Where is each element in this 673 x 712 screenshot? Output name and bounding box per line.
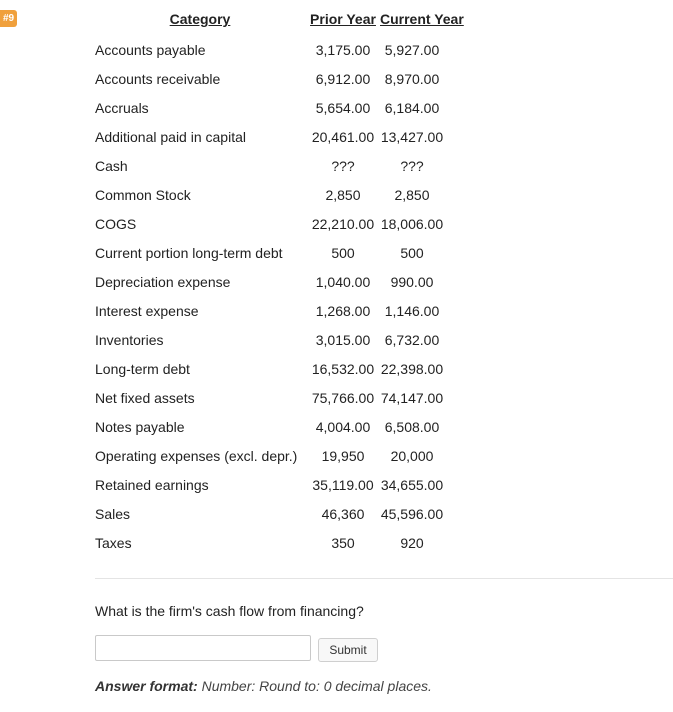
row-prior-year-value: 16,532.00 bbox=[311, 360, 375, 377]
row-current-year-value: 34,655.00 bbox=[380, 476, 444, 493]
row-prior-year-value: 19,950 bbox=[321, 447, 365, 464]
table-row bbox=[92, 470, 472, 499]
row-prior-year-value: 3,175.00 bbox=[315, 41, 371, 58]
row-current-year-value: 18,006.00 bbox=[380, 215, 444, 232]
table-row bbox=[92, 325, 472, 354]
row-current-year-value: 74,147.00 bbox=[380, 389, 444, 406]
row-current-year-value: 2,850 bbox=[394, 186, 430, 203]
table-header-row bbox=[92, 6, 472, 35]
answer-format-text: Number: Round to: 0 decimal places. bbox=[201, 678, 432, 694]
row-prior-year-value: 350 bbox=[331, 534, 355, 551]
row-category: Notes payable bbox=[95, 418, 185, 435]
row-current-year-cell bbox=[378, 209, 472, 238]
row-prior-year-value: 2,850 bbox=[325, 186, 361, 203]
table-row bbox=[92, 267, 472, 296]
row-current-year-cell bbox=[378, 325, 472, 354]
row-current-year-cell bbox=[378, 35, 472, 64]
row-category: Net fixed assets bbox=[95, 389, 195, 406]
answer-format-label: Answer format: bbox=[95, 678, 198, 694]
row-current-year-cell bbox=[378, 383, 472, 412]
row-category: Inventories bbox=[95, 331, 164, 348]
row-prior-year-value: 20,461.00 bbox=[311, 128, 375, 145]
row-prior-year-value: 46,360 bbox=[321, 505, 365, 522]
row-prior-year-value: 500 bbox=[331, 244, 355, 261]
row-category: Additional paid in capital bbox=[95, 128, 246, 145]
row-prior-year-value: 6,912.00 bbox=[315, 70, 371, 87]
row-current-year-cell bbox=[378, 267, 472, 296]
row-current-year-value: 6,184.00 bbox=[384, 99, 440, 116]
row-category: Common Stock bbox=[95, 186, 191, 203]
row-current-year-cell bbox=[378, 64, 472, 93]
table-row bbox=[92, 209, 472, 238]
header-current-year: Current Year bbox=[380, 11, 464, 27]
row-prior-year-value: 3,015.00 bbox=[315, 331, 371, 348]
table-row bbox=[92, 383, 472, 412]
table-row bbox=[92, 238, 472, 267]
row-prior-year-value: 1,268.00 bbox=[315, 302, 371, 319]
row-current-year-cell bbox=[378, 470, 472, 499]
row-category: Retained earnings bbox=[95, 476, 209, 493]
row-current-year-value: 6,508.00 bbox=[384, 418, 440, 435]
row-current-year-cell bbox=[378, 238, 472, 267]
question-number-badge: #9 bbox=[0, 10, 17, 27]
row-category: Taxes bbox=[95, 534, 132, 551]
row-prior-year-value: 22,210.00 bbox=[311, 215, 375, 232]
row-category: Cash bbox=[95, 157, 128, 174]
row-current-year-value: 1,146.00 bbox=[384, 302, 440, 319]
row-category: Operating expenses (excl. depr.) bbox=[95, 447, 298, 464]
table-row bbox=[92, 441, 472, 470]
table-row bbox=[92, 35, 472, 64]
row-prior-year-value: 4,004.00 bbox=[315, 418, 371, 435]
row-category: Sales bbox=[95, 505, 131, 522]
row-current-year-value: 22,398.00 bbox=[380, 360, 444, 377]
table-row bbox=[92, 180, 472, 209]
row-category: Current portion long-term debt bbox=[95, 244, 283, 261]
row-current-year-value: 500 bbox=[400, 244, 424, 261]
row-current-year-cell bbox=[378, 180, 472, 209]
row-category: COGS bbox=[95, 215, 137, 232]
row-current-year-value: 5,927.00 bbox=[384, 41, 440, 58]
row-current-year-cell bbox=[378, 499, 472, 528]
row-current-year-value: 6,732.00 bbox=[384, 331, 440, 348]
row-current-year-value: ??? bbox=[400, 157, 424, 174]
table-row bbox=[92, 354, 472, 383]
table-row bbox=[92, 499, 472, 528]
question-text: What is the firm's cash flow from financing? bbox=[95, 603, 364, 619]
row-current-year-value: 13,427.00 bbox=[380, 128, 444, 145]
row-prior-year-value: 75,766.00 bbox=[311, 389, 375, 406]
row-category: Interest expense bbox=[95, 302, 199, 319]
row-current-year-cell bbox=[378, 151, 472, 180]
row-category: Long-term debt bbox=[95, 360, 190, 377]
row-current-year-value: 920 bbox=[400, 534, 424, 551]
answer-format-note bbox=[95, 678, 432, 694]
table-row bbox=[92, 296, 472, 325]
row-current-year-cell bbox=[378, 354, 472, 383]
row-current-year-value: 45,596.00 bbox=[380, 505, 444, 522]
table-row bbox=[92, 151, 472, 180]
row-current-year-cell bbox=[378, 412, 472, 441]
table-row bbox=[92, 93, 472, 122]
row-current-year-cell bbox=[378, 441, 472, 470]
row-current-year-cell bbox=[378, 122, 472, 151]
row-category: Depreciation expense bbox=[95, 273, 231, 290]
row-current-year-value: 20,000 bbox=[390, 447, 434, 464]
row-prior-year-value: 35,119.00 bbox=[312, 476, 374, 493]
header-category: Category bbox=[169, 11, 231, 27]
table-row bbox=[92, 122, 472, 151]
financial-data-table bbox=[92, 6, 472, 557]
answer-input[interactable] bbox=[95, 635, 311, 661]
row-category: Accruals bbox=[95, 99, 149, 116]
table-body bbox=[92, 35, 472, 557]
row-prior-year-value: 1,040.00 bbox=[315, 273, 371, 290]
row-current-year-cell bbox=[378, 296, 472, 325]
submit-button[interactable]: Submit bbox=[318, 638, 378, 662]
row-prior-year-value: ??? bbox=[331, 157, 355, 174]
row-current-year-value: 8,970.00 bbox=[384, 70, 440, 87]
row-current-year-cell bbox=[378, 93, 472, 122]
row-prior-year-value: 5,654.00 bbox=[315, 99, 371, 116]
row-category: Accounts receivable bbox=[95, 70, 221, 87]
table-row bbox=[92, 528, 472, 557]
row-current-year-cell bbox=[378, 528, 472, 557]
header-prior-year: Prior Year bbox=[310, 11, 376, 27]
row-current-year-value: 990.00 bbox=[390, 273, 434, 290]
table-row bbox=[92, 64, 472, 93]
row-category: Accounts payable bbox=[95, 41, 206, 58]
table-row bbox=[92, 412, 472, 441]
section-divider bbox=[95, 578, 673, 579]
